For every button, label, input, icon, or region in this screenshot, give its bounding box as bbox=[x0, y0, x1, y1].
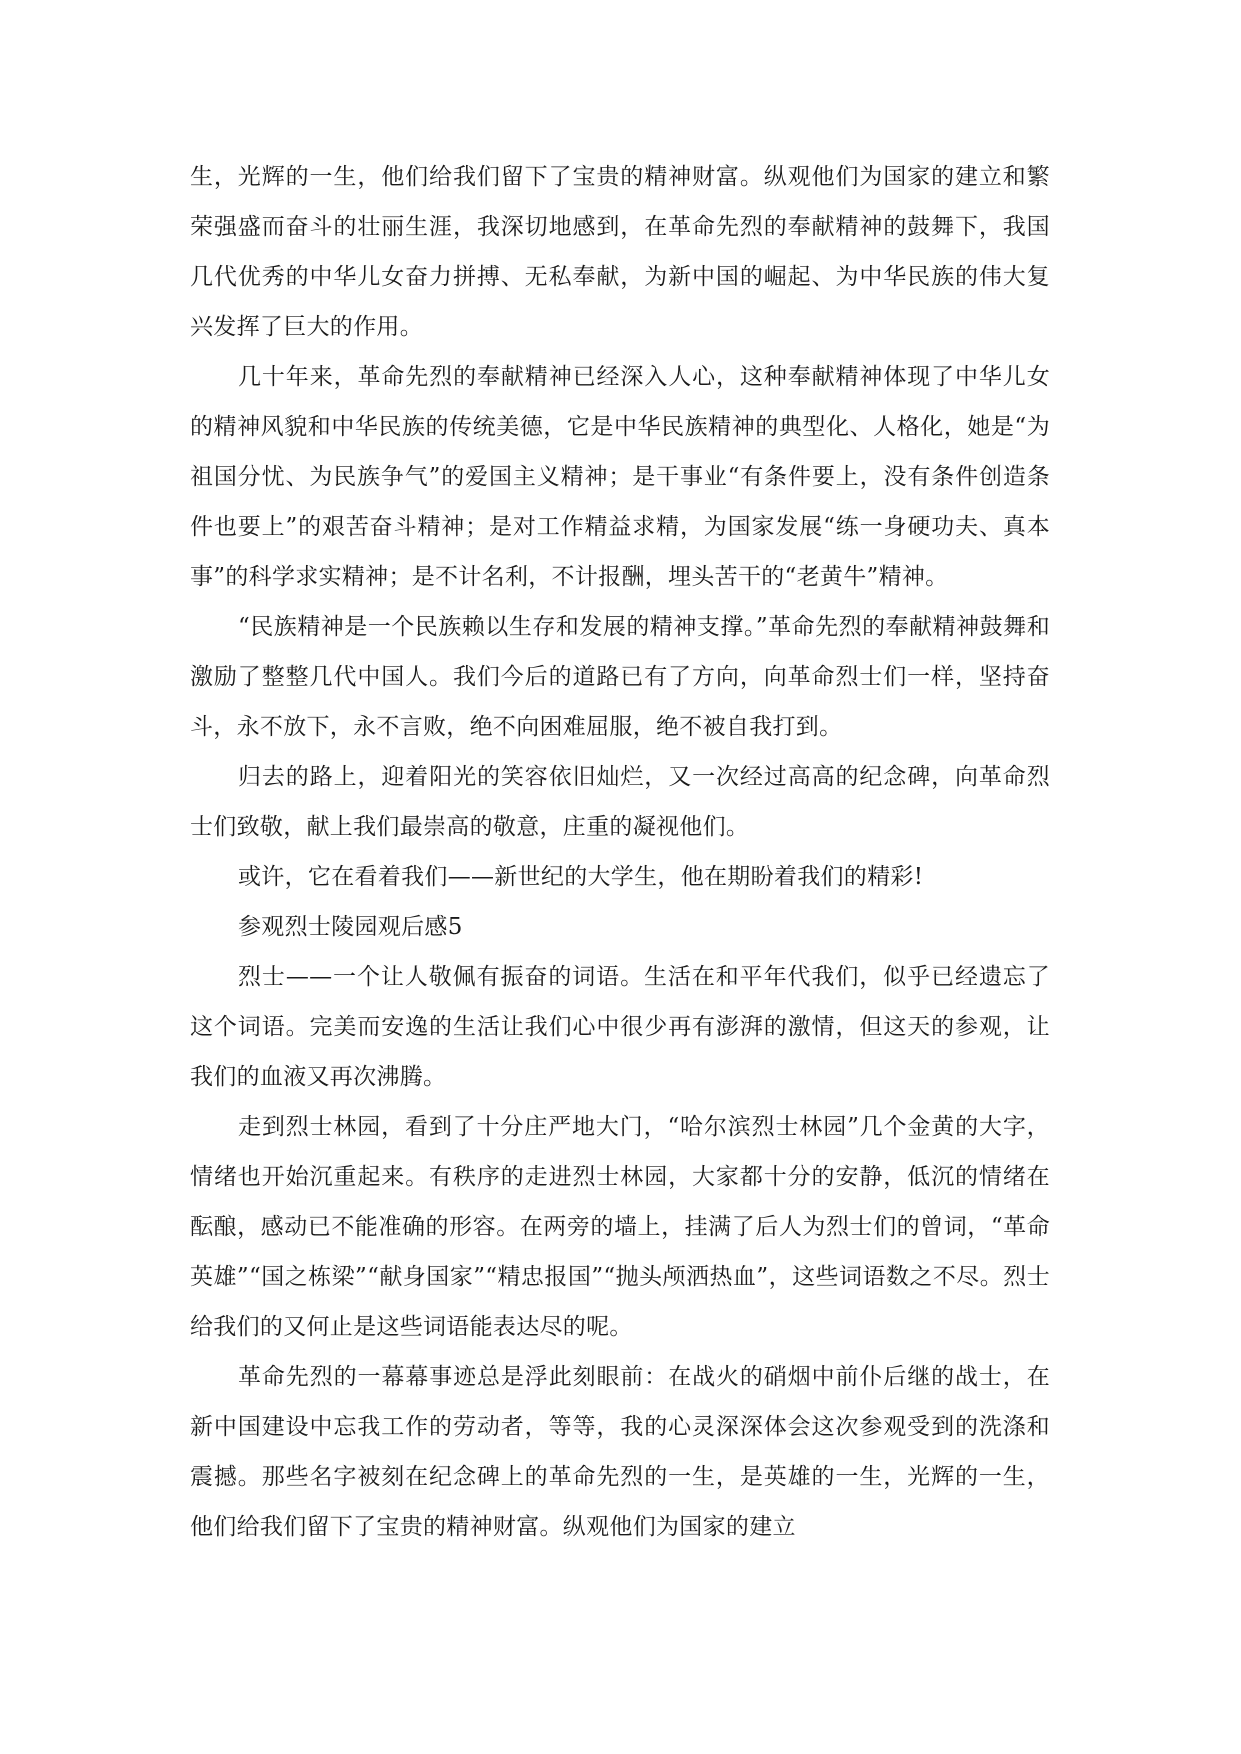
paragraph: 烈士——一个让人敬佩有振奋的词语。生活在和平年代我们，似乎已经遗忘了这个词语。完美而安逸的生活让我们心中很少再有澎湃的激情，但这天的参观，让我们的血液又再次沸腾。 bbox=[190, 964, 1050, 1090]
section-heading: 参观烈士陵园观后感5 bbox=[238, 914, 463, 940]
paragraph: 走到烈士林园，看到了十分庄严地大门，“哈尔滨烈士林园”几个金黄的大字，情绪也开始沉重起来。有秩序的走进烈士林园，大家都十分的安静，低沉的情绪在酝酿，感动已不能准确的形容。在两旁的墙上，挂满了后人为烈士们的曾词，“革命英雄”“国之栋梁”“献身国家”“精忠报国”“抛头颅洒热血”，这些词语数之不尽。烈士给我们的又何止是这些词语能表达尽的呢。 bbox=[190, 1114, 1050, 1340]
paragraph: 或许，它在看着我们——新世纪的大学生，他在期盼着我们的精彩! bbox=[238, 864, 924, 890]
document-body bbox=[190, 152, 1050, 1552]
paragraph-continuation: 生，光辉的一生，他们给我们留下了宝贵的精神财富。纵观他们为国家的建立和繁荣强盛而奋斗的壮丽生涯，我深切地感到，在革命先烈的奉献精神的鼓舞下，我国几代优秀的中华儿女奋力拼搏、无私奉献，为新中国的崛起、为中华民族的伟大复兴发挥了巨大的作用。 bbox=[190, 164, 1050, 340]
paragraph: 几十年来，革命先烈的奉献精神已经深入人心，这种奉献精神体现了中华儿女的精神风貌和中华民族的传统美德，它是中华民族精神的典型化、人格化，她是“为祖国分忧、为民族争气”的爱国主义精神；是干事业“有条件要上，没有条件创造条件也要上”的艰苦奋斗精神；是对工作精益求精，为国家发展“练一身硬功夫、真本事”的科学求实精神；是不计名利，不计报酬，埋头苦干的“老黄牛”精神。 bbox=[190, 364, 1050, 590]
paragraph: 归去的路上，迎着阳光的笑容依旧灿烂，又一次经过高高的纪念碑，向革命烈士们致敬，献上我们最崇高的敬意，庄重的凝视他们。 bbox=[190, 764, 1050, 840]
paragraph: 革命先烈的一幕幕事迹总是浮此刻眼前：在战火的硝烟中前仆后继的战士，在新中国建设中忘我工作的劳动者，等等，我的心灵深深体会这次参观受到的洗涤和震撼。那些名字被刻在纪念碑上的革命先烈的一生，是英雄的一生，光辉的一生，他们给我们留下了宝贵的精神财富。纵观他们为国家的建立 bbox=[190, 1364, 1050, 1540]
paragraph: “民族精神是一个民族赖以生存和发展的精神支撑。”革命先烈的奉献精神鼓舞和激励了整整几代中国人。我们今后的道路已有了方向，向革命烈士们一样，坚持奋斗，永不放下，永不言败，绝不向困难屈服，绝不被自我打到。 bbox=[190, 614, 1050, 740]
